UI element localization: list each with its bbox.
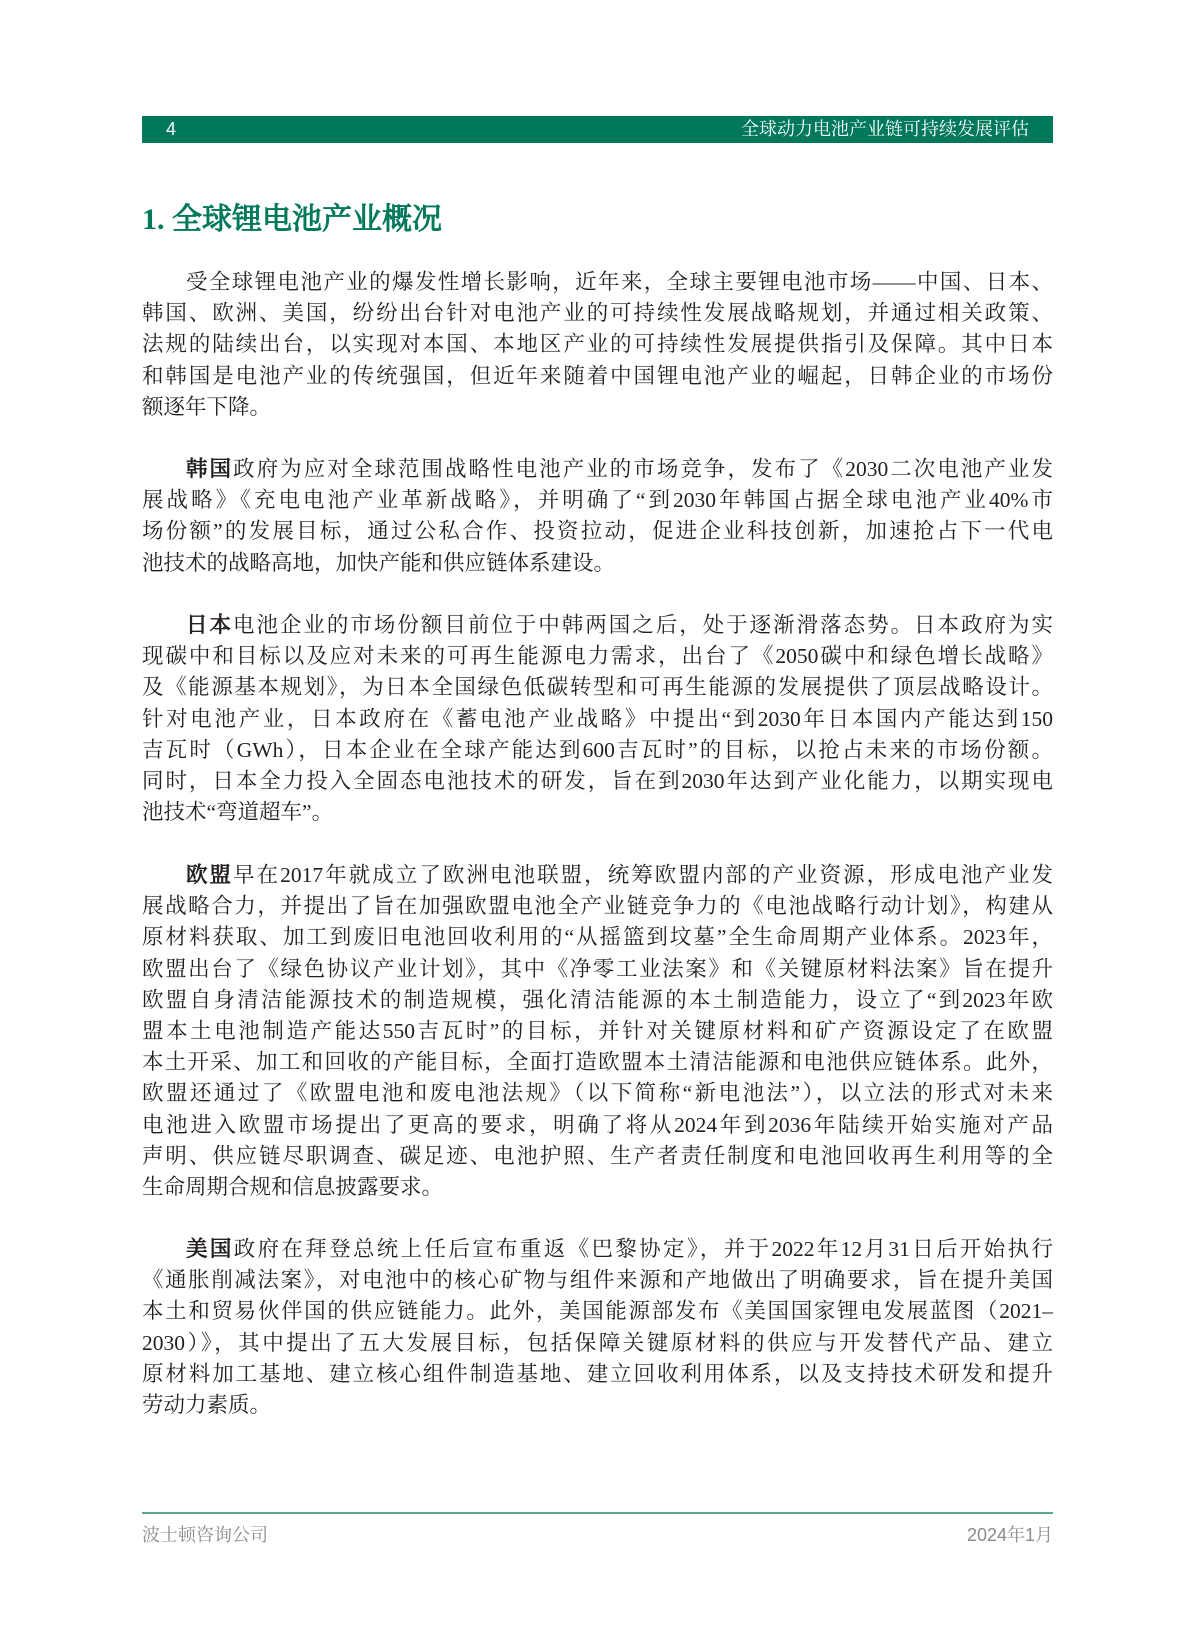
line-text: 盟本土电池制造产能达550吉瓦时”的目标，并针对关键原材料和矿产资源设定了在欧盟 bbox=[142, 1018, 1053, 1043]
line-text: 欧盟出台了《绿色协议产业计划》，其中《净零工业法案》和《关键原材料法案》旨在提升 bbox=[142, 956, 1053, 981]
line-text: 场份额”的发展目标，通过公私合作、投资拉动，促进企业科技创新，加速抢占下一代电 bbox=[142, 519, 1053, 544]
paragraph-line bbox=[142, 1078, 1053, 1109]
line-text: 池技术的战略高地，加快产能和供应链体系建设。 bbox=[142, 550, 616, 575]
paragraph-line bbox=[142, 922, 1053, 953]
paragraph-line bbox=[142, 516, 1053, 547]
line-text: 展战略合力，并提出了旨在加强欧盟电池全产业链竞争力的《电池战略行动计划》，构建从 bbox=[142, 894, 1053, 919]
paragraph-line bbox=[142, 1234, 1053, 1265]
paragraph-line bbox=[142, 1265, 1053, 1296]
paragraph-line bbox=[142, 1172, 1053, 1203]
paragraph bbox=[142, 860, 1053, 1203]
line-text: 2030）》，其中提出了五大发展目标，包括保障关键原材料的供应与开发替代产品、建立 bbox=[142, 1330, 1053, 1355]
line-text: 现碳中和目标以及应对未来的可再生能源电力需求，出台了《2050碳中和绿色增长战略》 bbox=[142, 644, 1053, 669]
line-text: 法规的陆续出台，以实现对本国、本地区产业的可持续性发展提供指引及保障。其中日本 bbox=[142, 332, 1053, 357]
paragraph-line bbox=[142, 1390, 1053, 1421]
paragraph-lead: 欧盟 bbox=[186, 863, 234, 887]
line-text: 声明、供应链尽职调查、碳足迹、电池护照、生产者责任制度和电池回收再生利用等的全 bbox=[142, 1143, 1053, 1168]
paragraph-lead: 美国 bbox=[186, 1237, 234, 1261]
paragraph-line bbox=[142, 954, 1053, 985]
paragraph-line bbox=[142, 672, 1053, 703]
paragraph-line bbox=[142, 454, 1053, 485]
paragraph-line bbox=[142, 361, 1053, 392]
footer-publisher: 波士顿咨询公司 bbox=[142, 1525, 268, 1545]
paragraph-line bbox=[142, 485, 1053, 516]
line-text: 本土开采、加工和回收的产能目标，全面打造欧盟本土清洁能源和电池供应链体系。此外， bbox=[142, 1050, 1053, 1075]
paragraph-line bbox=[142, 766, 1053, 797]
paragraph-line bbox=[142, 1110, 1053, 1141]
paragraph-line bbox=[142, 329, 1053, 360]
line-text: 同时，日本全力投入全固态电池技术的研发，旨在到2030年达到产业化能力，以期实现电 bbox=[142, 768, 1053, 793]
paragraph-line bbox=[142, 641, 1053, 672]
paragraph bbox=[142, 1234, 1053, 1421]
line-text: 电池企业的市场份额目前位于中韩两国之后，处于逐渐滑落态势。日本政府为实 bbox=[232, 613, 1053, 637]
line-text: 展战略》《充电电池产业革新战略》，并明确了“到2030年韩国占据全球电池产业40%市 bbox=[142, 488, 1053, 513]
line-text: 政府为应对全球范围战略性电池产业的市场竞争，发布了《2030二次电池产业发 bbox=[233, 457, 1053, 481]
footer-divider bbox=[142, 1512, 1053, 1514]
paragraph-line bbox=[142, 392, 1053, 423]
footer-date: 2024年1月 bbox=[966, 1525, 1053, 1545]
line-text: 欧盟自身清洁能源技术的制造规模，强化清洁能源的本土制造能力，设立了“到2023年欧 bbox=[142, 987, 1053, 1012]
section-title: 1. 全球锂电池产业概况 bbox=[142, 203, 442, 236]
paragraph-line bbox=[142, 1359, 1053, 1390]
paragraph bbox=[142, 267, 1053, 423]
line-text: 《通胀削减法案》，对电池中的核心矿物与组件来源和产地做出了明确要求，旨在提升美国 bbox=[142, 1268, 1053, 1293]
line-text: 针对电池产业，日本政府在《蓄电池产业战略》中提出“到2030年日本国内产能达到150 bbox=[142, 706, 1053, 731]
paragraph-lead: 日本 bbox=[186, 613, 233, 637]
line-text: 原材料加工基地、建立核心组件制造基地、建立回收利用体系，以及支持技术研发和提升 bbox=[142, 1361, 1053, 1386]
line-text: 生命周期合规和信息披露要求。 bbox=[142, 1174, 444, 1199]
paragraph bbox=[142, 454, 1053, 579]
paragraph-line bbox=[142, 704, 1053, 735]
line-text: 原材料获取、加工到废旧电池回收利用的“从摇篮到坟墓”全生命周期产业体系。2023年， bbox=[142, 925, 1053, 950]
paragraph bbox=[142, 610, 1053, 828]
paragraph-line bbox=[142, 985, 1053, 1016]
line-text: 政府在拜登总统上任后宣布重返《巴黎协定》，并于2022年12月31日后开始执行 bbox=[233, 1237, 1053, 1261]
paragraph-line bbox=[142, 1328, 1053, 1359]
paragraph-line bbox=[142, 1016, 1053, 1047]
line-text: 受全球锂电池产业的爆发性增长影响，近年来，全球主要锂电池市场——中国、日本、 bbox=[186, 270, 1053, 294]
line-text: 池技术“弯道超车”。 bbox=[142, 800, 334, 825]
paragraph-line bbox=[142, 735, 1053, 766]
paragraph-line bbox=[142, 797, 1053, 828]
paragraph-line bbox=[142, 267, 1053, 298]
line-text: 和韩国是电池产业的传统强国，但近年来随着中国锂电池产业的崛起，日韩企业的市场份 bbox=[142, 363, 1053, 388]
line-text: 额逐年下降。 bbox=[142, 394, 272, 419]
line-text: 欧盟还通过了《欧盟电池和废电池法规》（以下简称“新电池法”），以立法的形式对未来 bbox=[142, 1081, 1053, 1106]
line-text: 本土和贸易伙伴国的供应链能力。此外，美国能源部发布《美国国家锂电发展蓝图（2021– bbox=[142, 1299, 1053, 1324]
line-text: 吉瓦时（GWh），日本企业在全球产能达到600吉瓦时”的目标，以抢占未来的市场份额。 bbox=[142, 737, 1053, 762]
line-text: 电池进入欧盟市场提出了更高的要求，明确了将从2024年到2036年陆续开始实施对产品 bbox=[142, 1112, 1053, 1137]
running-title: 全球动力电池产业链可持续发展评估 bbox=[741, 119, 1029, 139]
paragraph-line bbox=[142, 548, 1053, 579]
line-text: 及《能源基本规划》，为日本全国绿色低碳转型和可再生能源的发展提供了顶层战略设计。 bbox=[142, 675, 1053, 700]
paragraph-line bbox=[142, 1141, 1053, 1172]
page-number: 4 bbox=[166, 119, 177, 139]
line-text: 劳动力素质。 bbox=[142, 1392, 272, 1417]
line-text: 早在2017年就成立了欧洲电池联盟，统筹欧盟内部的产业资源，形成电池产业发 bbox=[233, 863, 1053, 887]
paragraph-line bbox=[142, 1047, 1053, 1078]
paragraph-lead: 韩国 bbox=[186, 457, 234, 481]
running-header-bar bbox=[142, 116, 1053, 143]
paragraph-line bbox=[142, 610, 1053, 641]
paragraph-line bbox=[142, 1296, 1053, 1327]
paragraph-line bbox=[142, 860, 1053, 891]
paragraph-line bbox=[142, 298, 1053, 329]
line-text: 韩国、欧洲、美国，纷纷出台针对电池产业的可持续性发展战略规划，并通过相关政策、 bbox=[142, 301, 1053, 326]
paragraph-line bbox=[142, 891, 1053, 922]
